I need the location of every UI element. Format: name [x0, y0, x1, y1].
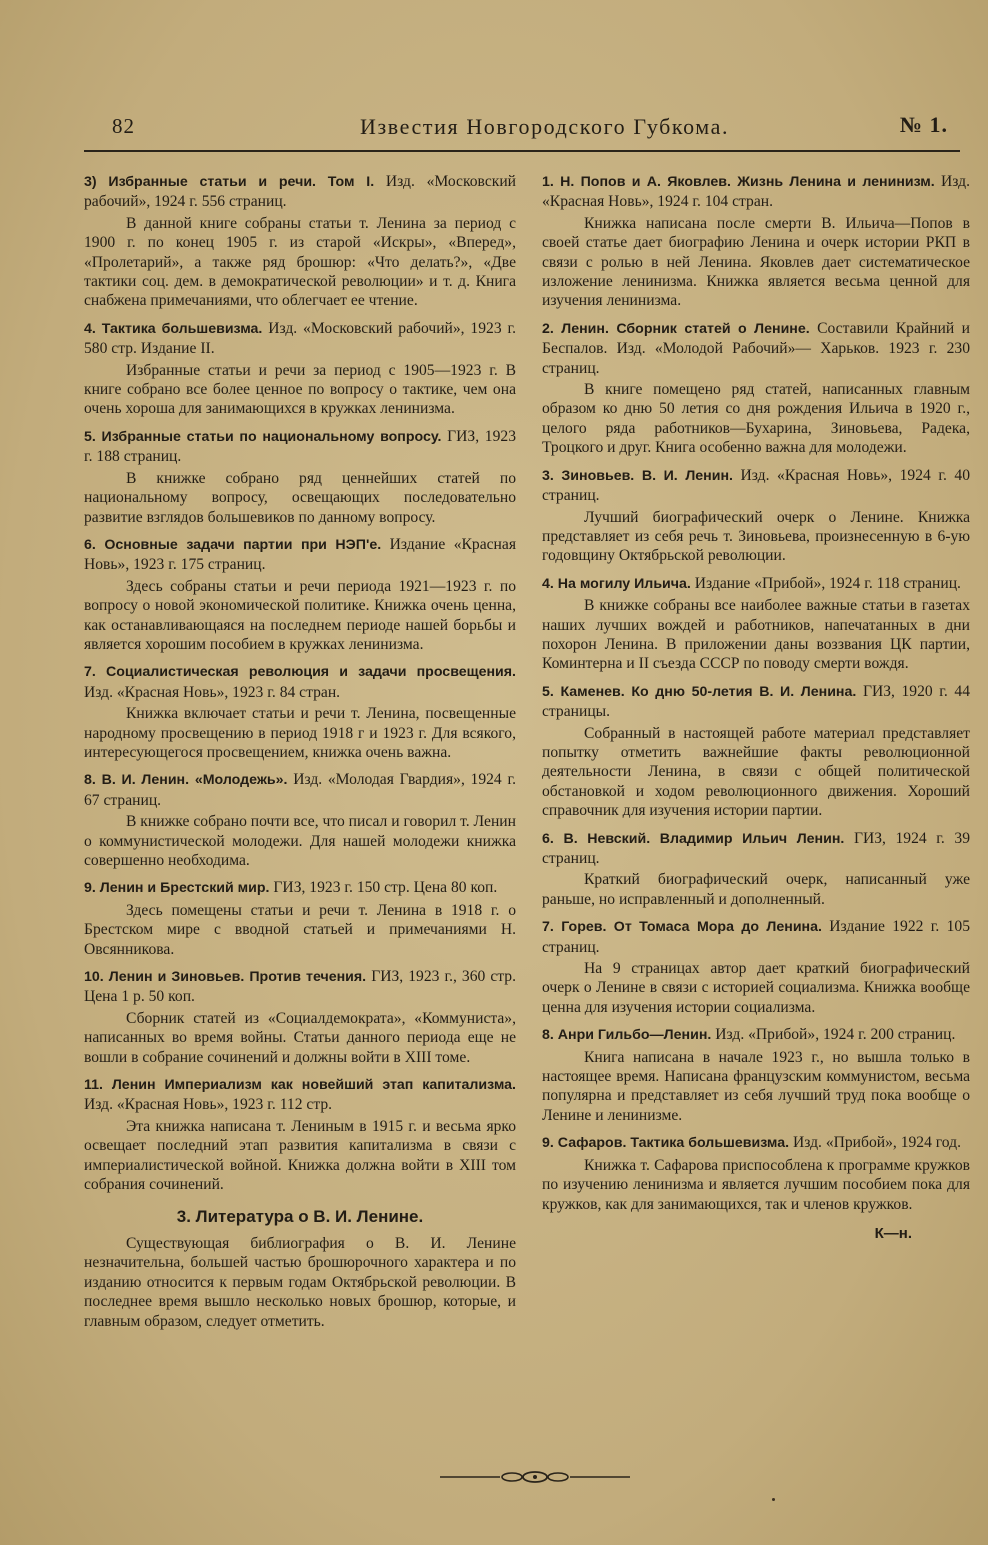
entry-publication: Изд. «Московский рабочий», 1924 г. 556 страниц.	[84, 173, 517, 211]
entry-publication: Изд. «Красная Новь», 1924 г. 40 страниц.	[542, 466, 970, 505]
entry-description: В книжке собрано ряд ценнейших статей по национальному вопросу, освещающих последовательно развитие взглядов большевиков по данному вопросу.	[84, 469, 516, 526]
entry-heading	[84, 1075, 516, 1115]
bibliography-entry	[84, 967, 516, 1067]
entry-publication: Изд. «Молодая Гвардия», 1924 г. 67 страниц.	[84, 771, 516, 809]
entry-title: 3) Избранные статьи и речи. Том I.	[84, 174, 375, 190]
bibliography-entry	[84, 427, 516, 527]
bibliography-entry	[84, 1075, 516, 1194]
bibliography-entry	[542, 1025, 970, 1125]
entry-description: Книжка т. Сафарова приспособлена к программе кружков по изучению ленинизма и является лучшим пособием пока для кружков, как для занимающихся, так и членов кружков.	[542, 1156, 970, 1213]
entry-publication: Изд. «Красная Новь», 1924 г. 104 стран.	[542, 173, 970, 211]
entry-title: 6. В. Невский. Владимир Ильич Ленин.	[542, 830, 845, 847]
entry-description: В данной книге собраны статьи т. Ленина за период с 1900 г. по конец 1905 г. из старой «Искры», «Вперед», «Пролетарий», а также ряд брошюр: «Что делать?», «Две тактики соц. дем. в демократической революции» и т. д. Книга снабжена примечаниями, что облегчает ее чтение.	[84, 214, 516, 310]
entry-publication: Изд. «Красная Новь», 1923 г. 112 стр.	[84, 1096, 333, 1114]
entry-heading	[542, 466, 970, 506]
entry-description: Сборник статей из «Социалдемократа», «Коммуниста», написанных во время войны. Статьи данного периода еще не вошли в собрание сочинений и должны войти в XIII томе.	[84, 1009, 516, 1066]
entry-heading	[542, 574, 970, 594]
issue-number: № 1.	[899, 112, 948, 137]
end-ornament	[440, 1470, 630, 1484]
entry-heading	[542, 917, 970, 957]
entry-description: Книжка написана после смерти В. Ильича—Попов в своей статье дает биографию Ленина и очерк истории РКП в связи с ролью в ней Ленина. Яковлев дает систематическое изложение ленинизма. Книжка является весьма ценной для изучения ленинизма.	[542, 214, 970, 310]
entry-heading	[542, 172, 970, 212]
header-rule	[84, 150, 960, 152]
entry-title: 5. Каменев. Ко дню 50-летия В. И. Ленина.	[542, 683, 857, 700]
entry-title: 2. Ленин. Сборник статей о Ленине.	[542, 320, 810, 337]
entry-description: Избранные статьи и речи за период с 1905—1923 г. В книге собрано все более ценное по вопросу о тактике, чем она очень хороша для занимающихся в кружках ленинизма.	[84, 361, 516, 418]
entry-publication: Издание 1922 г. 105 страниц.	[542, 918, 971, 956]
entry-description: Книга написана в начале 1923 г., но вышла только в настоящее время. Написана французским коммунистом, весьма популярна и представляет из себя лучший труд пока вообще о Ленине и ленинизме.	[542, 1048, 970, 1124]
entry-description: Здесь помещены статьи и речи т. Ленина в 1918 г. о Брестском мире с вводной статьей и примечаниями Н. Овсянникова.	[84, 901, 516, 958]
entry-title: 7. Социалистическая революция и задачи просвещения.	[84, 664, 516, 681]
entry-publication: ГИЗ, 1920 г. 44 страницы.	[542, 682, 970, 721]
entry-heading	[542, 829, 970, 869]
bibliography-entry	[542, 466, 970, 566]
bibliography-entry	[542, 172, 970, 311]
entry-heading	[542, 1133, 970, 1153]
entry-heading	[84, 172, 516, 212]
bibliography-entry	[84, 535, 516, 654]
entry-title: 11. Ленин Империализм как новейший этап капитализма.	[84, 1077, 516, 1094]
entry-publication: Изд. «Прибой», 1924 год.	[792, 1134, 961, 1152]
entry-heading	[84, 967, 516, 1007]
entry-description: Книжка включает статьи и речи т. Ленина, посвещенные народному просвещению в период 1918 г и 1923 г. Для всякого, интересующегося просвещением, книжка очень важна.	[84, 705, 516, 761]
entry-title: 4. Тактика большевизма.	[84, 320, 263, 337]
entry-heading	[542, 682, 970, 722]
entry-publication: ГИЗ, 1923 г. 150 стр. Цена 80 коп.	[273, 879, 498, 897]
bibliography-entry	[542, 917, 970, 1017]
page-number: 82	[112, 114, 135, 138]
entry-publication: Изд. «Московский рабочий», 1923 г. 580 стр. Издание II.	[84, 319, 516, 358]
bibliography-entry	[84, 172, 516, 311]
bibliography-entry	[542, 1133, 970, 1214]
entry-publication: Составили Крайний и Беспалов. Изд. «Молодой Рабочий»— Харьков. 1923 г. 230 страниц.	[542, 319, 970, 377]
entry-publication: Изд. «Прибой», 1924 г. 200 страниц.	[715, 1026, 956, 1044]
entry-publication: Издание «Красная Новь», 1923 г. 175 страниц.	[84, 535, 516, 574]
entry-description: Лучший биографический очерк о Ленине. Книжка представляет из себя речь т. Зиновьева, произнесенную в 6-ую годовщину Октябрьской революции.	[542, 508, 970, 565]
left-column	[84, 172, 516, 1331]
entry-description: В книжке собраны все наиболее важные статьи в газетах наших лучших вождей и работников, напечатанных в дни похорон Ленина. В приложении даны воззвания ЦК партии, Коминтерна и II съезда СССР по поводу смерти вождя.	[542, 597, 970, 673]
entry-title: 7. Горев. От Томаса Мора до Ленина.	[542, 919, 822, 936]
section-intro: Существующая библиография о В. И. Ленине незначительна, большей частью брошюрочного характера и по изданию относится к первым годам Октябрьской революции. В последнее время вышло несколько новых брошюр, которые, и главным образом, следует отметить.	[84, 1234, 516, 1330]
bibliography-entry	[84, 662, 516, 762]
section-heading: 3. Литература о В. И. Ленине.	[176, 1206, 424, 1226]
entry-heading	[542, 319, 970, 378]
entry-title: 6. Основные задачи партии при НЭП'е.	[84, 536, 382, 553]
entry-heading	[84, 878, 516, 898]
entry-title: 4. На могилу Ильича.	[542, 575, 691, 592]
bibliography-entry	[542, 319, 970, 458]
bibliography-entry	[542, 682, 970, 821]
entry-heading	[84, 770, 516, 810]
entry-description: На 9 страницах автор дает краткий биографический очерк о Ленине в связи с историей социализма. Книжка вообще ценна для изучения истории социализма.	[542, 960, 970, 1016]
entry-description: В книжке собрано почти все, что писал и говорил т. Ленин о коммунистической молодежи. Для нашей молодежи книжка совершенно необходима.	[84, 813, 516, 869]
entry-description: Краткий биографический очерк, написанный уже раньше, но исправленный и дополненный.	[542, 871, 970, 908]
entry-title: 10. Ленин и Зиновьев. Против течения.	[84, 969, 367, 986]
entry-publication: Издание «Прибой», 1924 г. 118 страниц.	[694, 574, 961, 592]
entry-publication: ГИЗ, 1923 г. 188 страниц.	[84, 427, 516, 466]
entry-title: 9. Сафаров. Тактика большевизма.	[542, 1135, 790, 1152]
entry-title: 9. Ленин и Брестский мир.	[84, 880, 270, 897]
bibliography-entry	[542, 574, 970, 674]
entry-heading	[542, 1025, 970, 1045]
entry-title: 5. Избранные статьи по национальному вопросу.	[84, 428, 442, 445]
entry-heading	[84, 319, 516, 359]
right-column	[542, 172, 970, 1243]
bibliography-entry	[542, 829, 970, 910]
entry-publication: ГИЗ, 1924 г. 39 страниц.	[542, 829, 970, 867]
entry-publication: ГИЗ, 1923 г., 360 стр. Цена 1 р. 50 коп.	[84, 968, 516, 1006]
bibliography-entry	[84, 770, 516, 870]
bibliography-entry	[84, 319, 516, 419]
page-header	[112, 112, 956, 148]
entry-title: 8. В. И. Ленин. «Молодежь».	[84, 772, 288, 789]
entry-description: Эта книжка написана т. Лениным в 1915 г. и весьма ярко освещает последний этап развития капитализма в связи с империалистической войной. Книжка должна войти в XIII том собрания сочинений.	[84, 1117, 516, 1194]
entry-title: 1. Н. Попов и А. Яковлев. Жизнь Ленина и ленинизм.	[542, 174, 935, 190]
journal-title: Известия Новгородского Губкома.	[360, 114, 730, 139]
ink-speck	[772, 1498, 775, 1501]
author-signature: К—н.	[874, 1224, 912, 1242]
entry-heading	[84, 662, 516, 702]
entry-publication: Изд. «Красная Новь», 1923 г. 84 стран.	[84, 683, 341, 701]
entry-title: 8. Анри Гильбо—Ленин.	[542, 1027, 712, 1044]
entry-description: Здесь собраны статьи и речи периода 1921—1923 г. по вопросу о новой экономической политике. Книжка очень ценна, как останавливающаяся на последнем периоде нашей борьбы и является хорошим пособием в кружках ленинизма.	[84, 577, 516, 653]
entry-heading	[84, 535, 516, 575]
entry-description: В книге помещено ряд статей, написанных главным образом ко дню 50 летия со дня рождения Ильича в 1920 г., целого ряда работников—Бухарина, Зиновьева, Радека, Троцкого и друг. Книга особенно важна для молодежи.	[542, 381, 970, 457]
entry-title: 3. Зиновьев. В. И. Ленин.	[542, 467, 733, 484]
entry-description: Собранный в настоящей работе материал представляет попытку отметить важнейшие факты революционной деятельности Ленина, в связи с общей политической обстановкой и ходом революционного движения. Хороший справочник для изучения истории партии.	[542, 724, 970, 820]
bibliography-entry	[84, 878, 516, 959]
entry-heading	[84, 427, 516, 467]
